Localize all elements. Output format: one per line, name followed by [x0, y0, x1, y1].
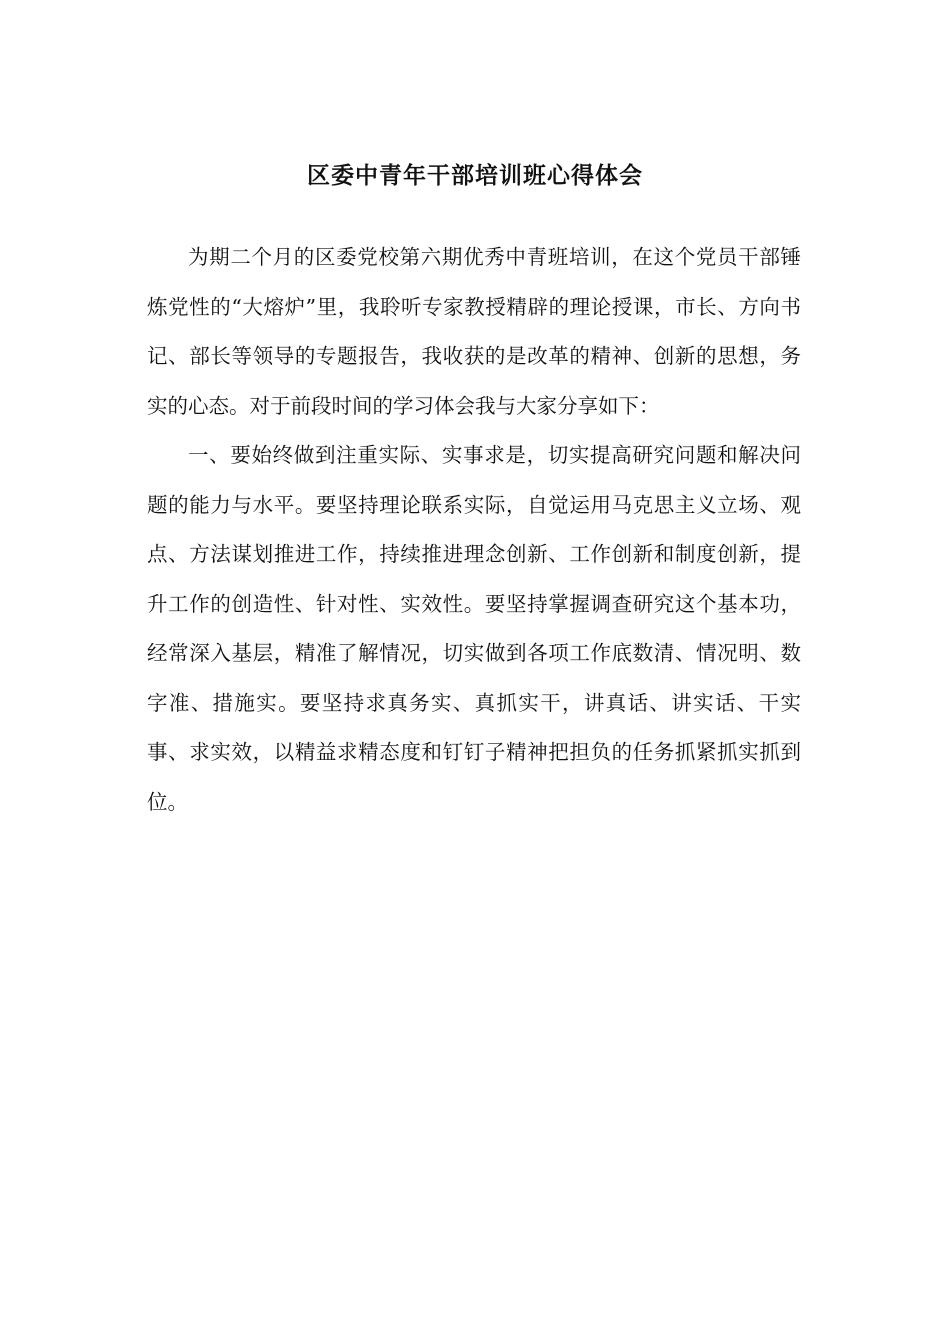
document-title: 区委中青年干部培训班心得体会	[307, 163, 643, 189]
document-body	[147, 233, 801, 827]
paragraph-point-one: 一、要始终做到注重实际、实事求是，切实提高研究问题和解决问题的能力与水平。要坚持理论联系实际，自觉运用马克思主义立场、观点、方法谋划推进工作，持续推进理念创新、工作创新和制度创新，提升工作的创造性、针对性、实效性。要坚持掌握调查研究这个基本功，经常深入基层，精准了解情况，切实做到各项工作底数清、情况明、数字准、措施实。要坚持求真务实、真抓实干，讲真话、讲实话、干实事、求实效，以精益求精态度和钉钉子精神把担负的任务抓紧抓实抓到位。	[147, 443, 801, 814]
paragraph-intro: 为期二个月的区委党校第六期优秀中青班培训，在这个党员干部锤炼党性的“大熔炉”里，我聆听专家教授精辟的理论授课，市长、方向书记、部长等领导的专题报告，我收获的是改革的精神、创新的思想，务实的心态。对于前段时间的学习体会我与大家分享如下：	[147, 245, 801, 418]
